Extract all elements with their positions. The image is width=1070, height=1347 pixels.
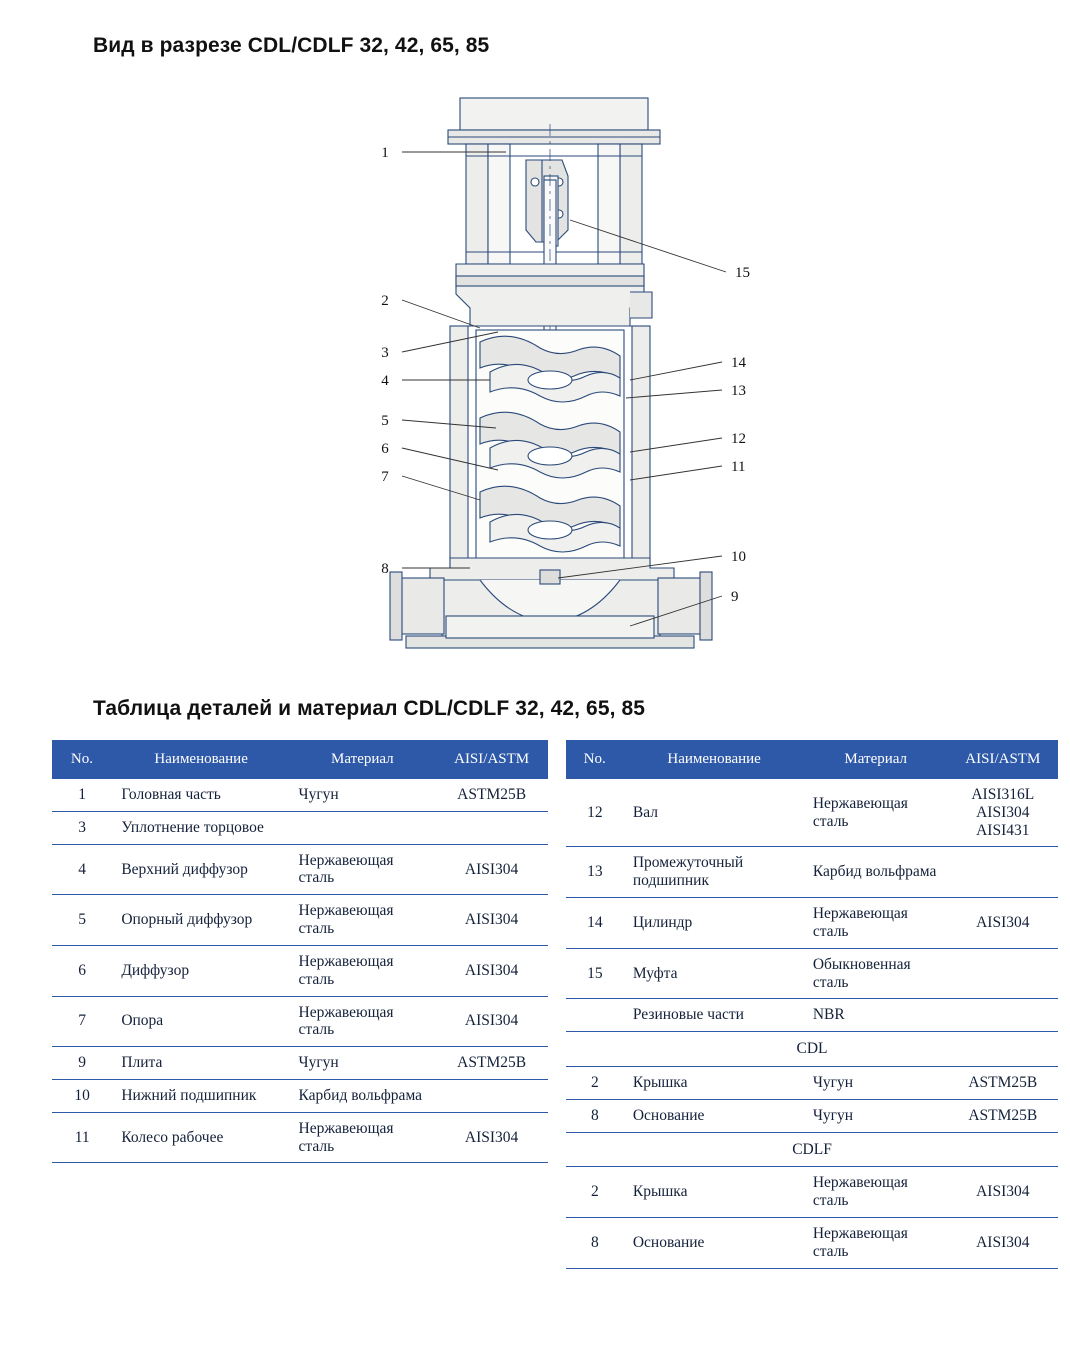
- cell-astm: AISI304: [435, 895, 548, 946]
- cell-no: 6: [52, 945, 112, 996]
- cell-no: 2: [566, 1066, 624, 1099]
- callout-5: 5: [381, 413, 389, 429]
- group-label: CDLF: [566, 1132, 1058, 1167]
- cell-material: Чугун: [290, 779, 436, 811]
- cell-astm: AISI304: [948, 1218, 1058, 1269]
- cell-astm: AISI316L AISI304 AISI431: [948, 779, 1058, 847]
- cell-name: Опора: [112, 996, 289, 1047]
- table-row: [566, 898, 1058, 949]
- table-row: [566, 1099, 1058, 1132]
- table-row: [52, 844, 548, 895]
- cell-name: Плита: [112, 1047, 289, 1080]
- table-group-row: [566, 1132, 1058, 1167]
- col-header-name: Наименование: [112, 740, 289, 779]
- cell-name: Нижний подшипник: [112, 1079, 289, 1112]
- cell-name: Верхний диффузор: [112, 844, 289, 895]
- cell-name: Муфта: [624, 948, 804, 999]
- table-row: [52, 996, 548, 1047]
- callout-15: 15: [735, 265, 750, 281]
- cell-name: Крышка: [624, 1167, 804, 1218]
- col-header-material: Материал: [290, 740, 436, 779]
- cell-no: 15: [566, 948, 624, 999]
- cell-material: Нержавеющая сталь: [804, 1218, 948, 1269]
- cell-no: 10: [52, 1079, 112, 1112]
- table-row: [566, 999, 1058, 1032]
- cell-material: Чугун: [804, 1066, 948, 1099]
- cell-no: 8: [566, 1218, 624, 1269]
- cell-no: 11: [52, 1112, 112, 1163]
- cell-name: Вал: [624, 779, 804, 847]
- table-row: [52, 945, 548, 996]
- cell-name: Основание: [624, 1218, 804, 1269]
- col-header-no: No.: [52, 740, 112, 779]
- table-row: [566, 948, 1058, 999]
- cell-material: Нержавеющая сталь: [804, 1167, 948, 1218]
- callout-3: 3: [381, 345, 389, 361]
- cell-material: Обыкновенная сталь: [804, 948, 948, 999]
- cell-no: 9: [52, 1047, 112, 1080]
- cell-material: Чугун: [804, 1099, 948, 1132]
- callout-10: 10: [731, 549, 746, 565]
- cell-material: Нержавеющая сталь: [290, 844, 436, 895]
- cell-name: Крышка: [624, 1066, 804, 1099]
- cell-astm: AISI304: [948, 898, 1058, 949]
- cell-no: 13: [566, 847, 624, 898]
- table-row: [52, 1079, 548, 1112]
- cell-material: Нержавеющая сталь: [804, 779, 948, 847]
- cell-name: Уплотнение торцовое: [112, 811, 289, 844]
- callout-14: 14: [731, 355, 746, 371]
- cell-no: 3: [52, 811, 112, 844]
- cell-name: Колесо рабочее: [112, 1112, 289, 1163]
- cell-no: 5: [52, 895, 112, 946]
- cell-astm: AISI304: [435, 945, 548, 996]
- cell-astm: [435, 811, 548, 844]
- cell-no: 7: [52, 996, 112, 1047]
- cell-no: 1: [52, 779, 112, 811]
- cell-name: Цилиндр: [624, 898, 804, 949]
- group-label: CDL: [566, 1032, 1058, 1067]
- table-row: [52, 1112, 548, 1163]
- table-row: [52, 1047, 548, 1080]
- cell-name: Резиновые части: [624, 999, 804, 1032]
- cell-name: Диффузор: [112, 945, 289, 996]
- cell-no: [566, 999, 624, 1032]
- table-row: [52, 779, 548, 811]
- cell-astm: AISI304: [435, 844, 548, 895]
- cell-material: Нержавеющая сталь: [290, 996, 436, 1047]
- pump-cross-section-diagram: [330, 80, 800, 660]
- callout-13: 13: [731, 383, 746, 399]
- table-header-row: [52, 740, 548, 779]
- callout-9: 9: [731, 589, 739, 605]
- cell-material: NBR: [804, 999, 948, 1032]
- table-row: [566, 779, 1058, 847]
- cell-astm: ASTM25B: [435, 779, 548, 811]
- callout-8: 8: [381, 561, 389, 577]
- cell-material: Нержавеющая сталь: [804, 898, 948, 949]
- cell-material: Нержавеющая сталь: [290, 1112, 436, 1163]
- cell-material: Карбид вольфрама: [804, 847, 948, 898]
- cell-no: 14: [566, 898, 624, 949]
- callout-12: 12: [731, 431, 746, 447]
- cell-no: 2: [566, 1167, 624, 1218]
- col-header-name: Наименование: [624, 740, 804, 779]
- parts-table-left: [52, 740, 548, 1163]
- callout-1: 1: [381, 145, 389, 161]
- cell-astm: [948, 948, 1058, 999]
- cell-astm: AISI304: [435, 1112, 548, 1163]
- table-row: [566, 847, 1058, 898]
- cell-material: Чугун: [290, 1047, 436, 1080]
- callout-4: 4: [381, 373, 389, 389]
- callout-7: 7: [381, 469, 389, 485]
- cell-material: Нержавеющая сталь: [290, 945, 436, 996]
- cell-astm: ASTM25B: [948, 1099, 1058, 1132]
- table-row: [566, 1218, 1058, 1269]
- cell-astm: [948, 847, 1058, 898]
- cell-name: Промежуточный подшипник: [624, 847, 804, 898]
- cell-astm: ASTM25B: [435, 1047, 548, 1080]
- col-header-material: Материал: [804, 740, 948, 779]
- cell-material: Карбид вольфрама: [290, 1079, 436, 1112]
- table-row: [566, 1167, 1058, 1218]
- page-title: Вид в разрезе CDL/CDLF 32, 42, 65, 85: [93, 34, 490, 57]
- cell-material: Нержавеющая сталь: [290, 895, 436, 946]
- table-row: [52, 811, 548, 844]
- cell-astm: AISI304: [435, 996, 548, 1047]
- col-header-astm: AISI/ASTM: [948, 740, 1058, 779]
- cell-no: 12: [566, 779, 624, 847]
- table-group-row: [566, 1032, 1058, 1067]
- cell-no: 8: [566, 1099, 624, 1132]
- callout-2: 2: [381, 293, 389, 309]
- cell-astm: [435, 1079, 548, 1112]
- parts-table-right: [566, 740, 1058, 1269]
- parts-table-title: Таблица деталей и материал CDL/CDLF 32, 42, 65, 85: [93, 697, 646, 720]
- cell-material: [290, 811, 436, 844]
- col-header-no: No.: [566, 740, 624, 779]
- cell-name: Основание: [624, 1099, 804, 1132]
- table-row: [52, 895, 548, 946]
- cell-name: Опорный диффузор: [112, 895, 289, 946]
- cell-name: Головная часть: [112, 779, 289, 811]
- cell-astm: ASTM25B: [948, 1066, 1058, 1099]
- table-row: [566, 1066, 1058, 1099]
- cell-astm: [948, 999, 1058, 1032]
- cell-no: 4: [52, 844, 112, 895]
- cell-astm: AISI304: [948, 1167, 1058, 1218]
- callout-6: 6: [381, 441, 389, 457]
- callout-11: 11: [731, 459, 746, 475]
- table-header-row: [566, 740, 1058, 779]
- col-header-astm: AISI/ASTM: [435, 740, 548, 779]
